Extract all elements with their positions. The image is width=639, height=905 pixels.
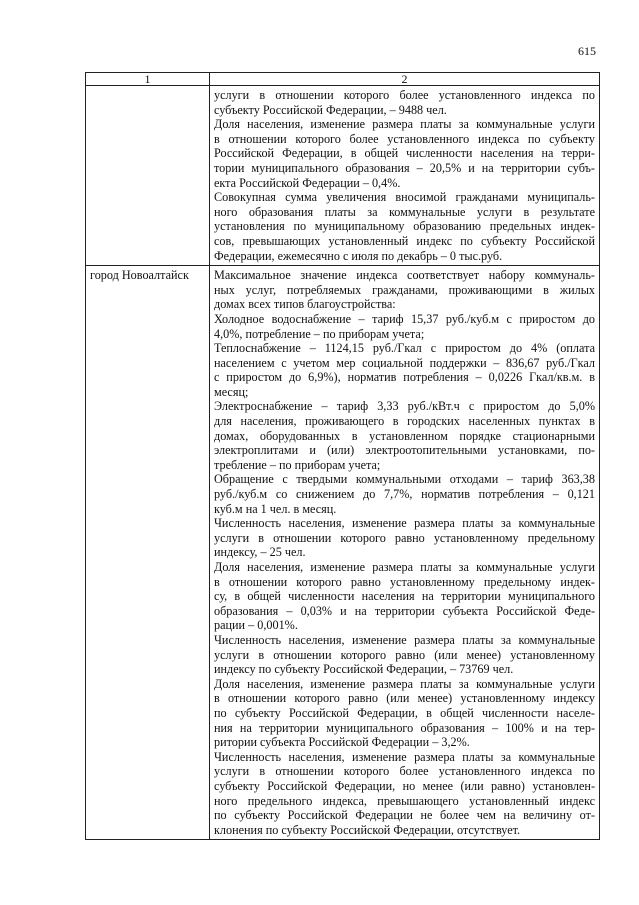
text-line: клонения по субъекту Российской Федерации, отсутствует. [214, 822, 521, 837]
text-line: услуги в отношении которого равно (или менее) установленному [214, 647, 595, 662]
text-line: ного образования платы за коммунальные услуги в результате [214, 204, 595, 219]
column-header: 2 [210, 73, 600, 86]
table-body [86, 86, 600, 840]
text-line: с приростом до 6,9%), норматив потребления – 0,0226 Гкал/кв.м. в [214, 370, 595, 385]
table-row [86, 86, 600, 266]
text-line: екта Российской Федерации – 0,4%. [214, 175, 401, 190]
text-line: Федерации, ежемесячно с июля по декабрь – 0 тыс.руб. [214, 248, 503, 263]
description-paragraph [214, 88, 595, 117]
text-line: куб.м на 1 чел. в месяц. [214, 501, 337, 516]
text-line: установления по муниципальному образованию предельных индек- [214, 219, 595, 234]
description-paragraph [214, 750, 595, 838]
text-line: по субъекту Российской Федерации не более чем на величину от- [214, 808, 595, 823]
table-header-row [86, 73, 600, 86]
text-line: услуги в отношении которого более установленного индекса по [214, 764, 595, 779]
description-paragraph [214, 399, 595, 472]
text-line: Численность населения, изменение размера платы за коммунальные [214, 749, 595, 764]
text-line: Доля населения, изменение размера платы за коммунальные услуги [214, 560, 595, 574]
text-line: Численность населения, изменение размера платы за коммунальные [214, 632, 595, 647]
text-line: Теплоснабжение – 1124,15 руб./Гкал с приростом до 4% (оплата [214, 341, 595, 356]
text-line: сов, превышающих установленный индекс по субъекту Российской [214, 233, 595, 248]
text-line: ных услуг, потребляемых гражданами, проживающими в жилых [214, 282, 595, 297]
text-line: в отношении которого равно (или менее) установленному индексу [214, 691, 595, 706]
text-line: Электроснабжение – тариф 3,33 руб./кВт.ч с приростом до 5,0% [214, 399, 595, 414]
description-paragraph [214, 312, 595, 341]
text-line: су, в общей численности населения на территории муниципального [214, 589, 595, 604]
text-line: домах, оборудованных в установленном порядке стационарными [214, 428, 595, 443]
description-cell [210, 86, 600, 266]
description-paragraph [214, 677, 595, 750]
description-paragraph [214, 560, 595, 633]
text-line: Численность населения, изменение размера платы за коммунальные [214, 516, 595, 531]
text-line: населением с учетом мер социальной поддержки – 836,67 руб./Гкал [214, 355, 595, 370]
text-line: Холодное водоснабжение – тариф 15,37 руб./куб.м с приростом до [214, 311, 595, 326]
text-line: ритории субъекта Российской Федерации – 3,2%. [214, 735, 470, 750]
text-line: индексу, – 25 чел. [214, 545, 306, 560]
text-line: для населения, проживающего в городских населенных пунктах в [214, 414, 595, 429]
text-line: индексу по субъекту Российской Федерации, – 73769 чел. [214, 662, 514, 677]
text-line: субъекту Российской Федерации, но менее (или равно) установлен- [214, 778, 595, 793]
text-line: Максимальное значение индекса соответствует набору коммуналь- [214, 268, 595, 283]
text-line: требление – по приборам учета; [214, 457, 381, 472]
description-paragraph [214, 633, 595, 677]
text-line: 4,0%, потребление – по приборам учета; [214, 326, 425, 341]
text-line: электроплитами и (или) электроотопительными установками, по- [214, 443, 595, 458]
page-number: 615 [578, 44, 596, 58]
text-line: тории муниципального образования – 20,5% и на территории субъ- [214, 160, 595, 175]
description-paragraph [214, 268, 595, 312]
text-line: в отношении которого более установленного индекса по субъекту [214, 131, 595, 146]
municipality-name: город Новоалтайск [90, 268, 189, 283]
text-line: Обращение с твердыми коммунальными отходами – тариф 363,38 [214, 472, 595, 487]
text-line: месяц; [214, 384, 249, 399]
text-line: рации – 0,001%. [214, 618, 298, 633]
text-line: Доля населения, изменение размера платы за коммунальные услуги [214, 117, 595, 132]
description-paragraph [214, 190, 595, 263]
text-line: руб./куб.м со снижением до 7,7%, норматив потребления – 0,121 [214, 487, 595, 502]
text-line: услуги в отношении которого более установленного индекса по [214, 88, 595, 102]
text-line: Российской Федерации, в общей численности населения на терри- [214, 146, 595, 161]
text-line: услуги в отношении которого равно установленному предельному [214, 530, 595, 545]
description-paragraph [214, 516, 595, 560]
text-line: по субъекту Российской Федерации, в общей численности населе- [214, 705, 595, 720]
table-row [86, 266, 600, 840]
description-paragraph [214, 341, 595, 399]
text-line: ния на территории муниципального образования – 100% и на тер- [214, 720, 595, 735]
description-cell [210, 266, 600, 840]
text-line: ного предельного индекса, превышающего установленный индекс [214, 793, 595, 808]
municipality-cell [86, 266, 210, 840]
data-table [85, 72, 600, 840]
municipality-cell [86, 86, 210, 266]
text-line: Совокупная сумма увеличения вносимой гражданами муниципаль- [214, 190, 595, 205]
description-paragraph [214, 117, 595, 190]
text-line: Доля населения, изменение размера платы за коммунальные услуги [214, 676, 595, 691]
text-line: домах всех типов благоустройства: [214, 297, 396, 312]
text-line: субъекту Российской Федерации, – 9488 чел. [214, 102, 447, 117]
text-line: образования – 0,03% и на территории субъекта Российской Феде- [214, 603, 595, 618]
description-paragraph [214, 472, 595, 516]
column-header: 1 [86, 73, 210, 86]
text-line: в отношении которого равно установленному предельному индек- [214, 574, 595, 589]
